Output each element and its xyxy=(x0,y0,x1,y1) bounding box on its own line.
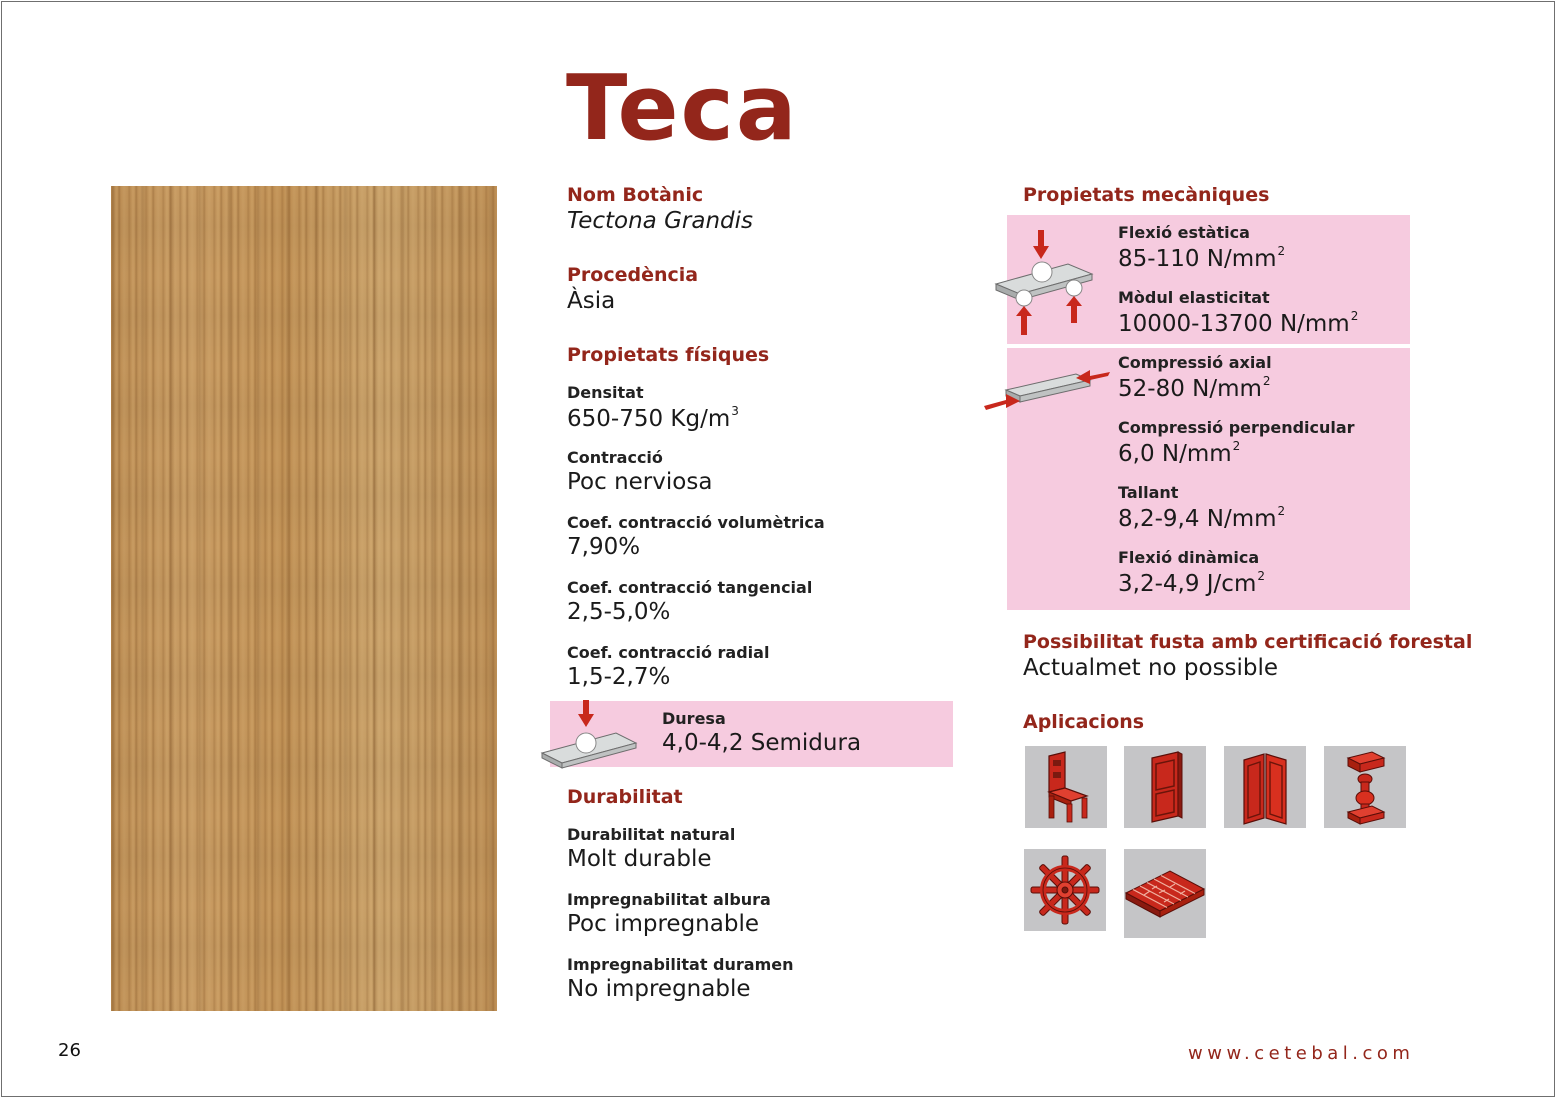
certification-value: Actualmet no possible xyxy=(1023,655,1279,681)
shrinkage-value: Poc nerviosa xyxy=(567,469,713,495)
heartwood-label: Impregnabilitat duramen xyxy=(567,955,794,974)
application-tile-door xyxy=(1124,746,1206,828)
shear-value: 8,2-9,4 $N/mm^2$ xyxy=(1118,504,1286,532)
durability-heading: Durabilitat xyxy=(567,786,683,808)
applications-heading: Aplicacions xyxy=(1023,711,1145,733)
ship-wheel-icon xyxy=(1024,849,1106,931)
elasticity-value: 10000-13700 $N/mm^2$ xyxy=(1118,309,1359,337)
origin-value: Àsia xyxy=(567,288,616,314)
sapwood-value: Poc impregnable xyxy=(567,911,759,937)
axial-compression-test-icon xyxy=(980,364,1112,414)
chair-icon xyxy=(1025,746,1107,828)
shrinkage-label: Contracció xyxy=(567,448,663,467)
dynamic-bending-value: 3,2-4,9 $J/cm^2$ xyxy=(1118,569,1265,597)
door-icon xyxy=(1124,746,1206,828)
perp-compression-label: Compressió perpendicular xyxy=(1118,418,1355,437)
perp-compression-value: 6,0 $N/mm^2$ xyxy=(1118,439,1241,467)
application-tile-ship-wheel xyxy=(1024,849,1106,931)
mechanical-heading: Propietats mecàniques xyxy=(1023,184,1270,206)
page-number: 26 xyxy=(58,1040,81,1061)
website-url[interactable]: www.cetebal.com xyxy=(1188,1043,1415,1064)
tangential-label: Coef. contracció tangencial xyxy=(567,578,813,597)
axial-compression-label: Compressió axial xyxy=(1118,353,1272,372)
natural-durability-value: Molt durable xyxy=(567,846,712,872)
volumetric-value: 7,90% xyxy=(567,534,641,560)
hardness-label: Duresa xyxy=(662,709,726,728)
hardness-value: 4,0-4,2 Semidura xyxy=(662,730,862,756)
volumetric-label: Coef. contracció volumètrica xyxy=(567,513,825,532)
dynamic-bending-label: Flexió dinàmica xyxy=(1118,548,1260,567)
axial-compression-value: 52-80 $N/mm^2$ xyxy=(1118,374,1271,402)
static-bending-value: 85-110 $N/mm^2$ xyxy=(1118,244,1286,272)
botanic-heading: Nom Botànic xyxy=(567,184,704,206)
shear-label: Tallant xyxy=(1118,483,1179,502)
botanic-value: Tectona Grandis xyxy=(567,208,753,234)
page-title: Teca xyxy=(566,56,799,161)
density-value: 650-750 $Kg/m^3$ xyxy=(567,404,739,432)
static-bending-test-icon xyxy=(994,224,1098,340)
parquet-floor-icon xyxy=(1124,849,1206,938)
sapwood-label: Impregnabilitat albura xyxy=(567,890,771,909)
heartwood-value: No impregnable xyxy=(567,976,751,1002)
density-label: Densitat xyxy=(567,383,644,402)
radial-value: 1,5-2,7% xyxy=(567,664,671,690)
natural-durability-label: Durabilitat natural xyxy=(567,825,736,844)
physical-heading: Propietats físiques xyxy=(567,344,770,366)
origin-heading: Procedència xyxy=(567,264,699,286)
elasticity-label: Mòdul elasticitat xyxy=(1118,288,1270,307)
application-tile-chair xyxy=(1025,746,1107,828)
static-bending-label: Flexió estàtica xyxy=(1118,223,1250,242)
wood-sample-image xyxy=(111,186,497,1011)
application-tile-baluster xyxy=(1324,746,1406,828)
hardness-test-icon xyxy=(540,697,640,773)
radial-label: Coef. contracció radial xyxy=(567,643,770,662)
double-door-icon xyxy=(1224,746,1306,828)
application-tile-parquet xyxy=(1124,849,1206,938)
tangential-value: 2,5-5,0% xyxy=(567,599,671,625)
certification-heading: Possibilitat fusta amb certificació forestal xyxy=(1023,631,1473,653)
application-tile-double-door xyxy=(1224,746,1306,828)
baluster-icon xyxy=(1324,746,1406,828)
